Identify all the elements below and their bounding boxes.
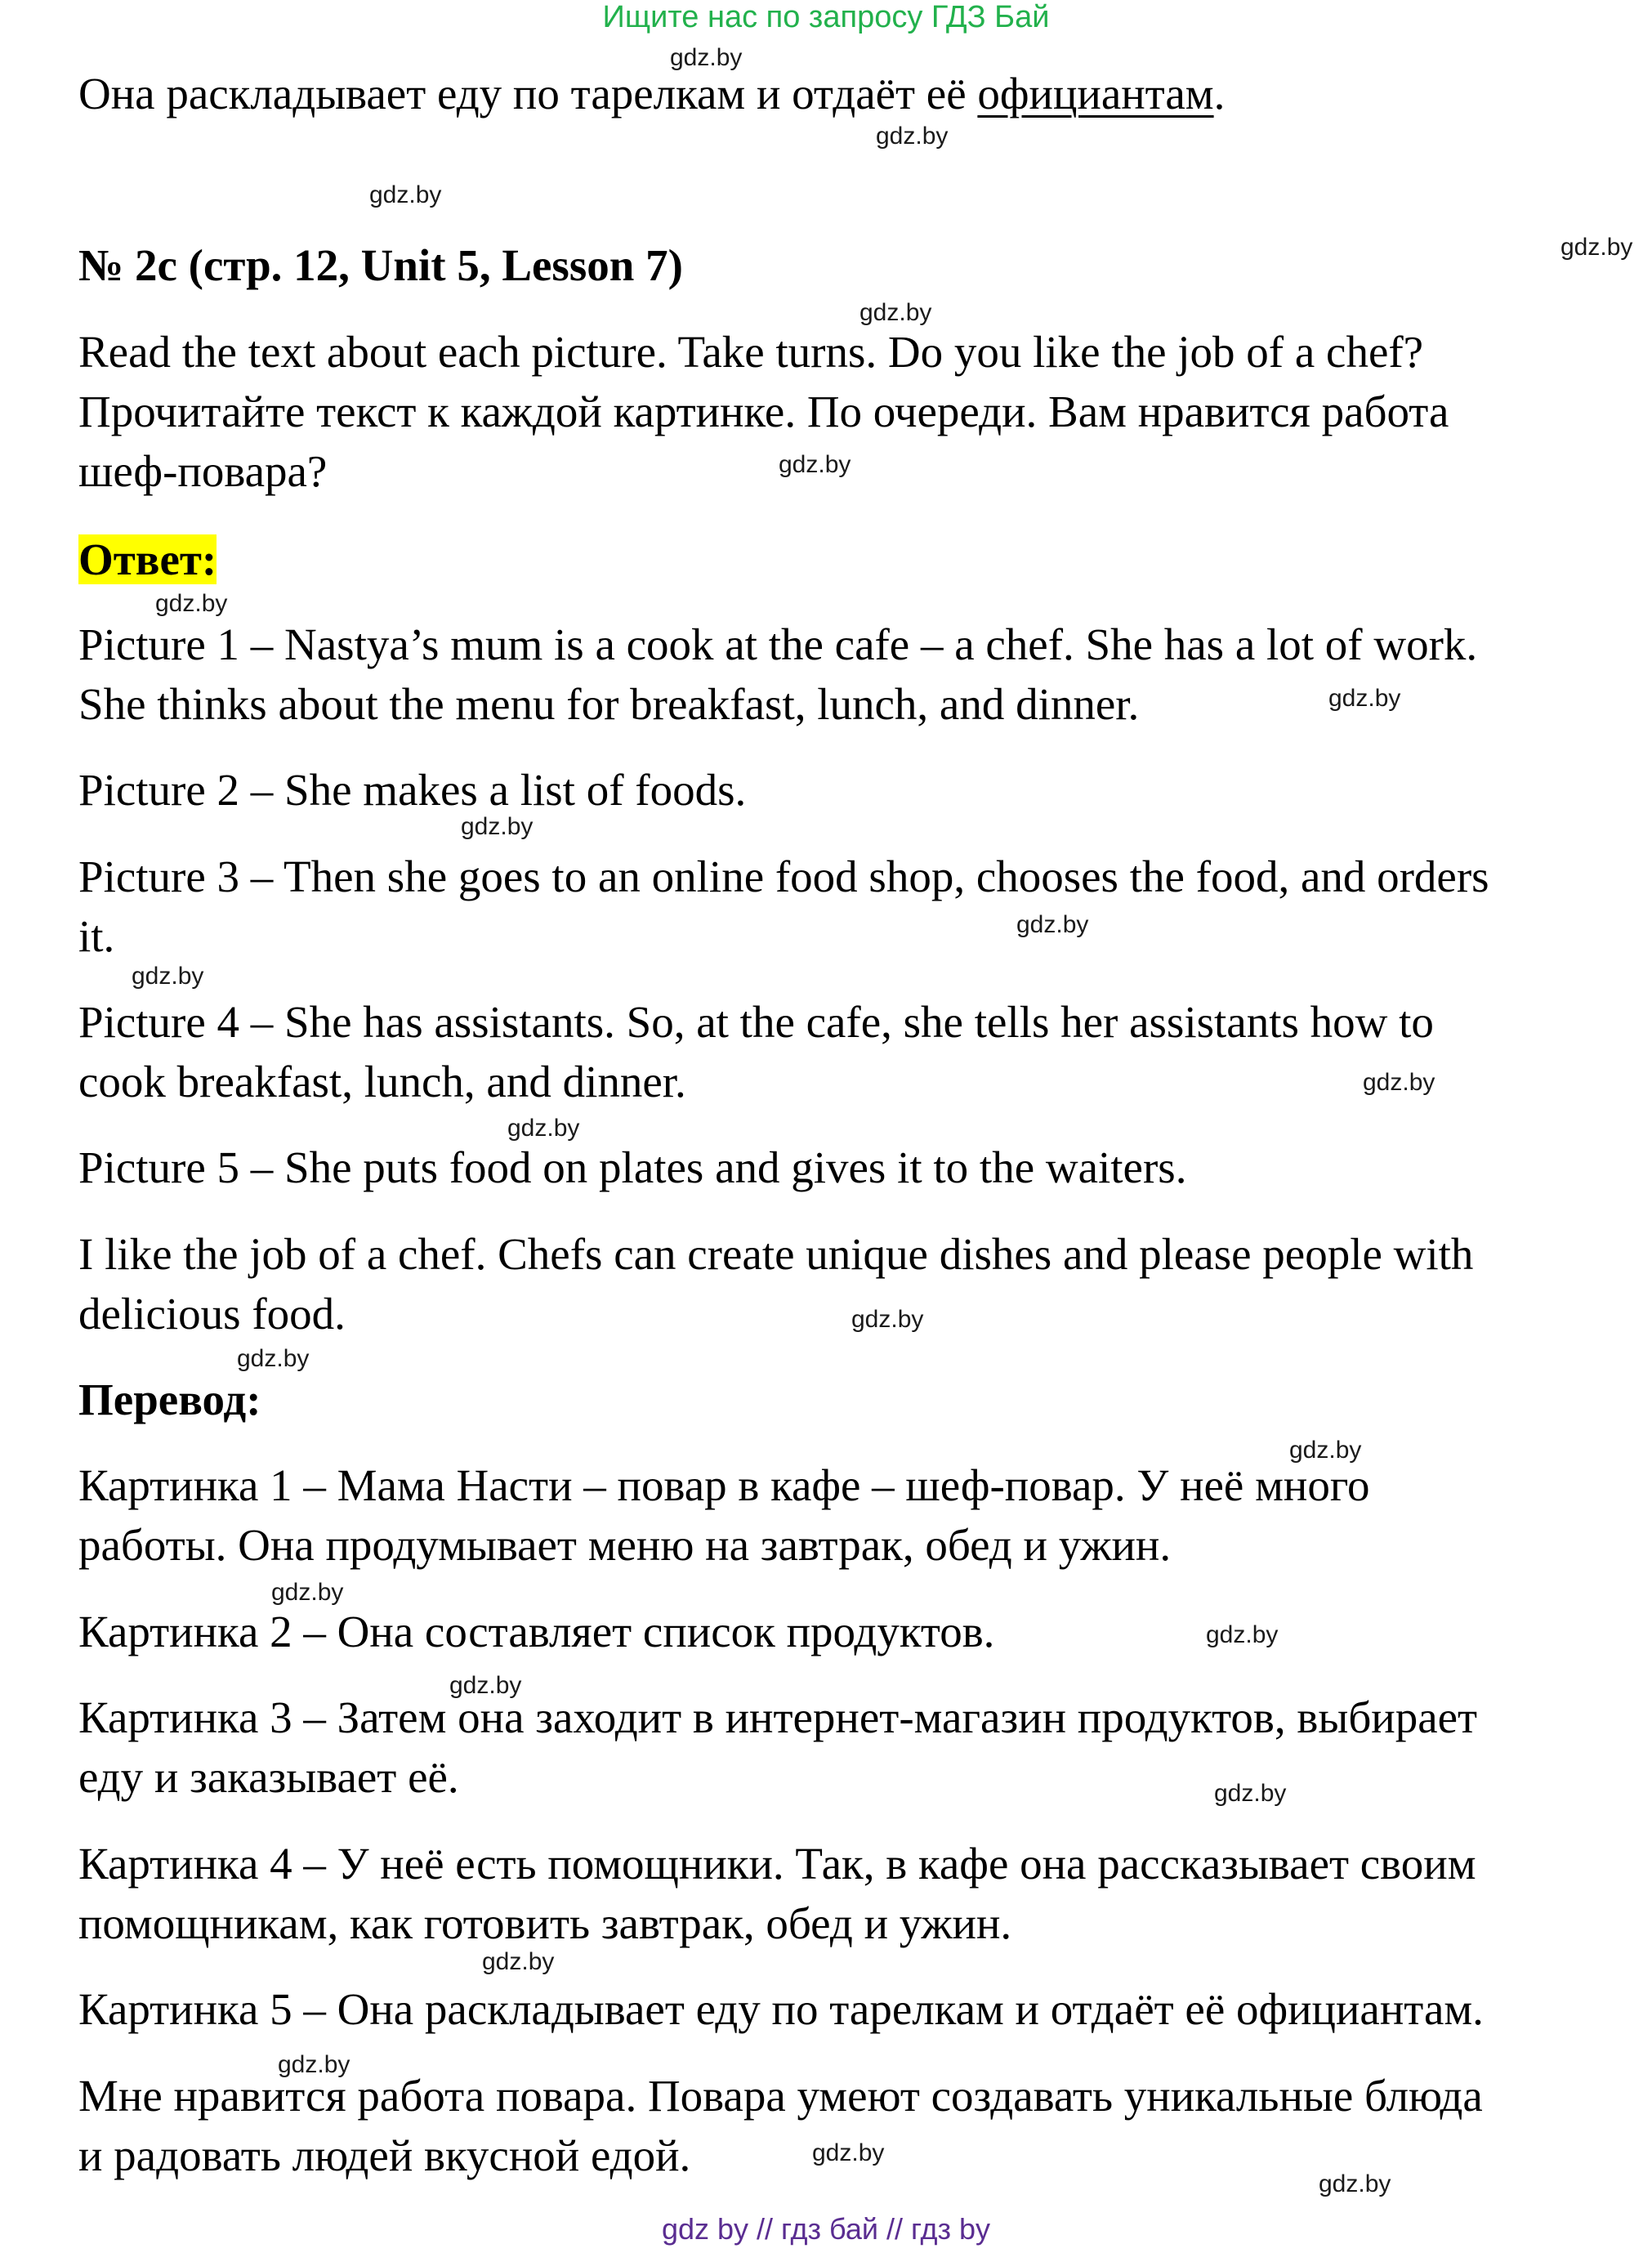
answer-label bbox=[78, 530, 217, 590]
answer-line: Picture 2 – She makes a list of foods. bbox=[78, 765, 747, 815]
translation-line: работы. Она продумывает меню на завтрак, обед и ужин. bbox=[78, 1520, 1172, 1570]
watermark: gdz.by bbox=[449, 1672, 522, 1699]
watermark: gdz.by bbox=[779, 451, 851, 478]
translation-label: Перевод: bbox=[78, 1375, 261, 1424]
task-heading: № 2c (стр. 12, Unit 5, Lesson 7) bbox=[78, 240, 683, 290]
watermark: gdz.by bbox=[1289, 1437, 1362, 1464]
answer-line: cook breakfast, lunch, and dinner. bbox=[78, 1057, 686, 1106]
previous-text-underlined-word: официантам bbox=[977, 69, 1214, 118]
previous-text-start: Она раскладывает еду по тарелкам и отдаёт её bbox=[78, 69, 978, 118]
footer-links: gdz by // гдз бай // гдз by bbox=[661, 2212, 991, 2246]
watermark: gdz.by bbox=[155, 590, 228, 617]
watermark: gdz.by bbox=[237, 1345, 310, 1372]
watermark: gdz.by bbox=[507, 1115, 580, 1142]
answer-line: delicious food. bbox=[78, 1289, 346, 1339]
watermark: gdz.by bbox=[461, 813, 534, 840]
watermark: gdz.by bbox=[1363, 1069, 1435, 1096]
answer-line: Picture 3 – Then she goes to an online food shop, chooses the food, and orders bbox=[78, 852, 1489, 901]
watermark: gdz.by bbox=[1560, 234, 1633, 261]
watermark: gdz.by bbox=[1214, 1780, 1287, 1807]
watermark: gdz.by bbox=[132, 963, 204, 990]
watermark: gdz.by bbox=[271, 1579, 344, 1606]
answer-line: it. bbox=[78, 911, 115, 961]
translation-line: Картинка 3 – Затем она заходит в интернет-магазин продуктов, выбирает bbox=[78, 1692, 1478, 1742]
previous-text-line bbox=[78, 64, 1225, 124]
answer-line: Picture 4 – She has assistants. So, at the cafe, she tells her assistants how to bbox=[78, 997, 1434, 1047]
watermark: gdz.by bbox=[369, 181, 442, 208]
answer-line: She thinks about the menu for breakfast, lunch, and dinner. bbox=[78, 679, 1140, 729]
search-banner: Ищите нас по запросу ГДЗ Бай bbox=[602, 0, 1050, 34]
translation-line: еду и заказывает её. bbox=[78, 1752, 459, 1802]
watermark: gdz.by bbox=[1319, 2170, 1391, 2197]
answer-line: Picture 1 – Nastya’s mum is a cook at the cafe – a chef. She has a lot of work. bbox=[78, 619, 1478, 669]
task-text-en: Read the text about each picture. Take turns. Do you like the job of a chef? bbox=[78, 327, 1424, 377]
translation-line: Мне нравится работа повара. Повара умеют создавать уникальные блюда bbox=[78, 2071, 1483, 2121]
watermark: gdz.by bbox=[482, 1948, 555, 1975]
watermark: gdz.by bbox=[859, 299, 932, 326]
translation-line: и радовать людей вкусной едой. bbox=[78, 2130, 691, 2180]
translation-line: Картинка 4 – У неё есть помощники. Так, в кафе она рассказывает своим bbox=[78, 1839, 1476, 1889]
watermark: gdz.by bbox=[1016, 911, 1089, 938]
watermark: gdz.by bbox=[670, 44, 743, 71]
translation-line: помощникам, как готовить завтрак, обед и ужин. bbox=[78, 1898, 1012, 1948]
watermark: gdz.by bbox=[876, 123, 949, 150]
watermark: gdz.by bbox=[278, 2051, 350, 2078]
answer-label-highlight: Ответ: bbox=[78, 534, 217, 584]
translation-line: Картинка 5 – Она раскладывает еду по тарелкам и отдаёт её официантам. bbox=[78, 1984, 1484, 2034]
previous-text-end: . bbox=[1213, 69, 1226, 118]
task-text-ru-line-2: шеф-повара? bbox=[78, 446, 328, 496]
task-text-ru-line-1: Прочитайте текст к каждой картинке. По очереди. Вам нравится работа bbox=[78, 387, 1449, 436]
translation-line: Картинка 2 – Она составляет список продуктов. bbox=[78, 1607, 995, 1656]
watermark: gdz.by bbox=[812, 2139, 885, 2166]
answer-line: I like the job of a chef. Chefs can create unique dishes and please people with bbox=[78, 1229, 1474, 1279]
watermark: gdz.by bbox=[1206, 1621, 1279, 1648]
watermark: gdz.by bbox=[1328, 685, 1401, 712]
answer-line: Picture 5 – She puts food on plates and gives it to the waiters. bbox=[78, 1142, 1187, 1192]
watermark: gdz.by bbox=[851, 1306, 924, 1333]
translation-line: Картинка 1 – Мама Насти – повар в кафе – шеф-повар. У неё много bbox=[78, 1460, 1370, 1510]
